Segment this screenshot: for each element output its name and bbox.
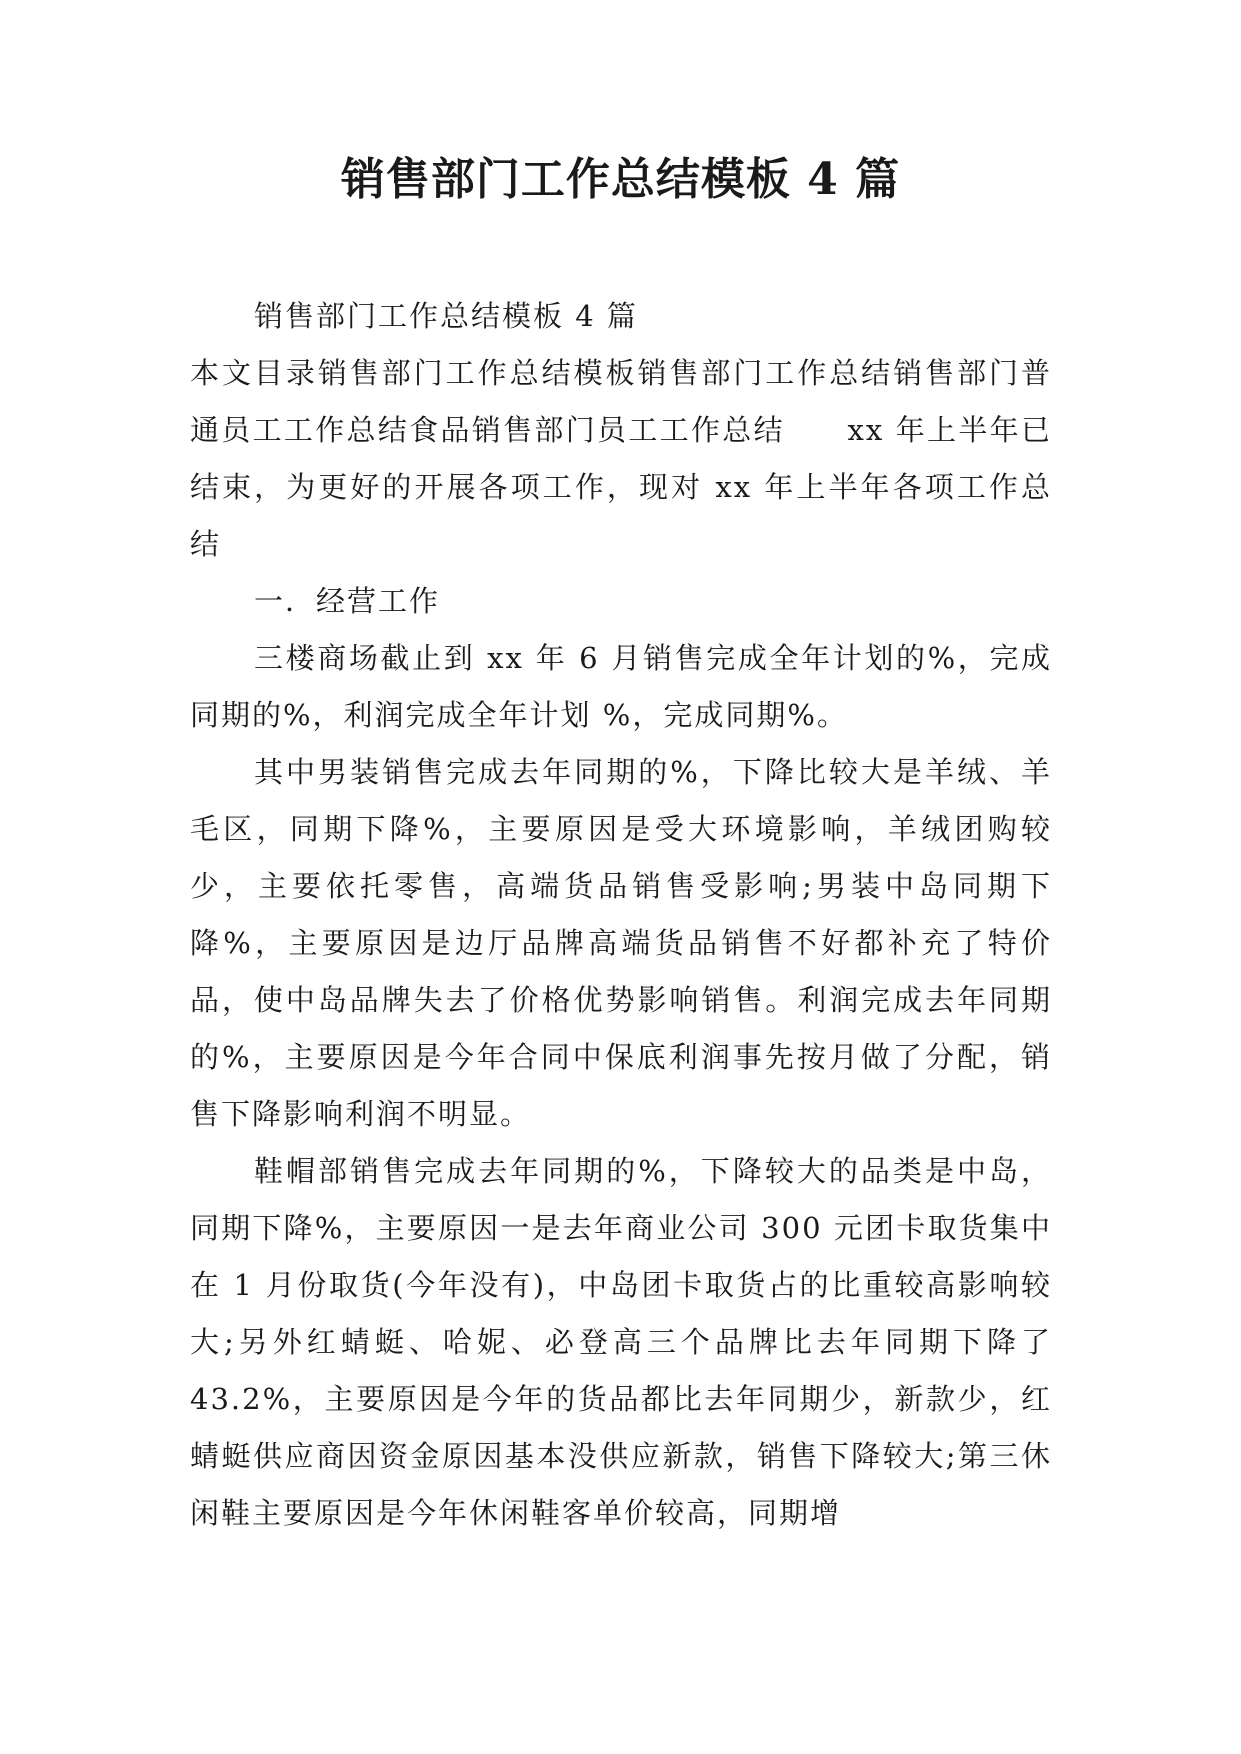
- paragraph-table-of-contents: 本文目录销售部门工作总结模板销售部门工作总结销售部门普通员工工作总结食品销售部门员工工作总结 xx 年上半年已结束，为更好的开展各项工作，现对 xx 年上半年各项工作总结: [190, 356, 1052, 561]
- paragraph-menswear-sales: 其中男装销售完成去年同期的%，下降比较大是羊绒、羊毛区，同期下降%，主要原因是受大环境影响，羊绒团购较少，主要依托零售，高端货品销售受影响;男装中岛同期下降%，主要原因是边厅品牌高端货品销售不好都补充了特价品，使中岛品牌失去了价格优势影响销售。利润完成去年同期的%，主要原因是今年合同中保底利润事先按月做了分配，销售下降影响利润不明显。: [190, 755, 1052, 1131]
- paragraph-footwear-sales: 鞋帽部销售完成去年同期的%，下降较大的品类是中岛，同期下降%，主要原因一是去年商业公司 300 元团卡取货集中在 1 月份取货(今年没有)，中岛团卡取货占的比重较高影响较大;另外红蜻蜓、哈妮、必登高三个品牌比去年同期下降了 43.2%，主要原因是今年的货品都比去年同期少，新款少，红蜻蜓供应商因资金原因基本没供应新款，销售下降较大;第三休闲鞋主要原因是今年休闲鞋客单价较高，同期增: [190, 1154, 1052, 1530]
- section-heading-operations: 一．经营工作: [254, 584, 441, 618]
- paragraph-subtitle: 销售部门工作总结模板 4 篇: [254, 299, 638, 333]
- document-body: [190, 288, 1052, 1542]
- document-title: 销售部门工作总结模板 4 篇: [340, 154, 901, 205]
- paragraph-third-floor-sales: 三楼商场截止到 xx 年 6 月销售完成全年计划的%，完成同期的%，利润完成全年计划 %，完成同期%。: [190, 641, 1052, 732]
